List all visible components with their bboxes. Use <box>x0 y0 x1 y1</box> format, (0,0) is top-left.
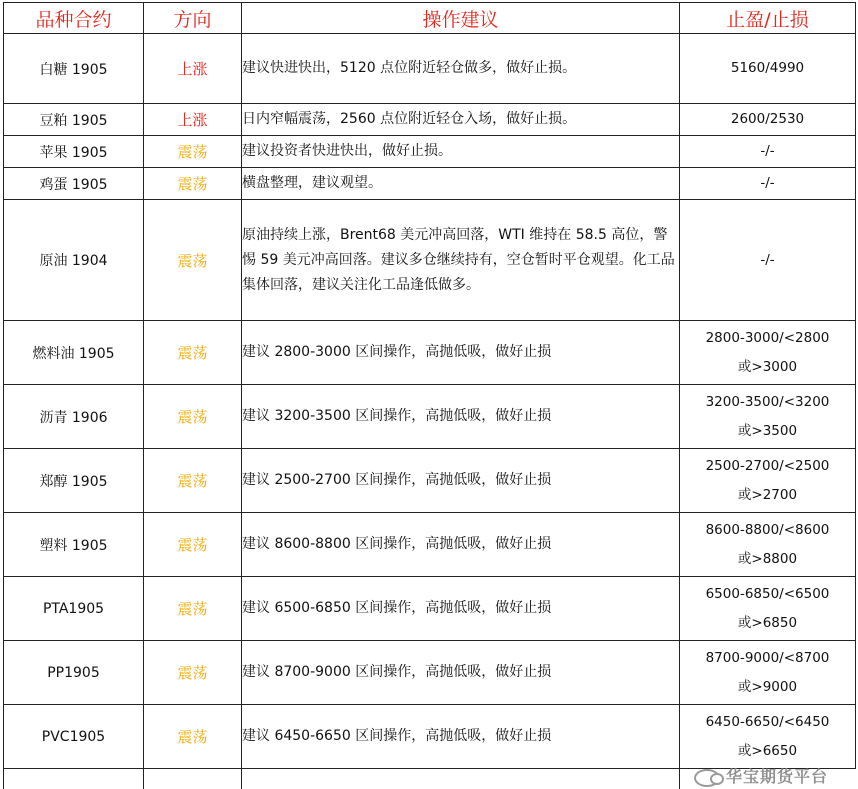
table-row <box>4 449 856 513</box>
wechat-icon <box>694 769 720 787</box>
contract-cell: 豆粕 1905 <box>4 104 144 136</box>
stop-cell <box>680 168 856 200</box>
stop-value: 或>3000 <box>737 358 798 375</box>
stop-value: 2500-2700/<2500 <box>705 457 830 474</box>
contract-cell: PTA1905 <box>4 577 144 641</box>
contract-cell: 塑料 1905 <box>4 513 144 577</box>
direction-cell: 震荡 <box>144 321 242 385</box>
contract-cell: 白糖 1905 <box>4 34 144 104</box>
direction-cell: 震荡 <box>144 641 242 705</box>
advice-cell: 建议 8600-8800 区间操作，高抛低吸，做好止损 <box>242 513 680 577</box>
advice-cell: 建议快进快出，5120 点位附近轻仓做多，做好止损。 <box>242 34 680 104</box>
stop-cell <box>680 449 856 513</box>
stop-value: 6450-6650/<6450 <box>705 713 830 730</box>
header-stop: 止盈/止损 <box>680 3 856 34</box>
direction-cell: 震荡 <box>144 705 242 769</box>
table-row <box>4 513 856 577</box>
table-row <box>4 705 856 769</box>
direction-cell: 震荡 <box>144 449 242 513</box>
stop-value: 2800-3000/<2800 <box>705 329 830 346</box>
watermark-text: 华宝期货平台 <box>725 767 828 786</box>
stop-cell <box>680 321 856 385</box>
advice-cell: 建议 2800-3000 区间操作，高抛低吸，做好止损 <box>242 321 680 385</box>
stop-value: 8700-9000/<8700 <box>705 649 830 666</box>
stop-cell <box>680 136 856 168</box>
advice-cell: 建议 2500-2700 区间操作，高抛低吸，做好止损 <box>242 449 680 513</box>
watermark <box>694 764 828 787</box>
header-advice: 操作建议 <box>242 3 680 34</box>
header-direction: 方向 <box>144 3 242 34</box>
stop-value: -/- <box>760 175 775 191</box>
table-row <box>4 321 856 385</box>
stop-cell <box>680 385 856 449</box>
header-contract: 品种合约 <box>4 3 144 34</box>
advice-cell: 横盘整理，建议观望。 <box>242 168 680 200</box>
stop-cell <box>680 104 856 136</box>
stop-value: 或>3500 <box>737 422 798 439</box>
contract-cell: PP1905 <box>4 641 144 705</box>
stop-cell <box>680 34 856 104</box>
contract-cell: 郑醇 1905 <box>4 449 144 513</box>
empty-cell <box>144 769 242 789</box>
empty-cell <box>242 769 680 789</box>
table-row <box>4 200 856 321</box>
header-row <box>4 3 856 34</box>
table-row <box>4 385 856 449</box>
empty-cell <box>4 769 144 789</box>
table-row <box>4 34 856 104</box>
table-row <box>4 168 856 200</box>
trading-advice-table <box>3 2 856 789</box>
stop-value: 或>2700 <box>737 486 798 503</box>
table-row <box>4 104 856 136</box>
advice-cell: 建议 6500-6850 区间操作，高抛低吸，做好止损 <box>242 577 680 641</box>
advice-cell: 建议 8700-9000 区间操作，高抛低吸，做好止损 <box>242 641 680 705</box>
direction-cell: 震荡 <box>144 200 242 321</box>
advice-cell: 建议投资者快进快出，做好止损。 <box>242 136 680 168</box>
advice-cell: 建议 6450-6650 区间操作，高抛低吸，做好止损 <box>242 705 680 769</box>
table-row <box>4 641 856 705</box>
stop-cell <box>680 641 856 705</box>
stop-value: 8600-8800/<8600 <box>705 521 830 538</box>
stop-cell <box>680 577 856 641</box>
direction-cell: 上涨 <box>144 104 242 136</box>
direction-cell: 震荡 <box>144 168 242 200</box>
stop-cell <box>680 200 856 321</box>
stop-value: 6500-6850/<6500 <box>705 585 830 602</box>
stop-cell <box>680 513 856 577</box>
stop-value: 或>6850 <box>737 614 798 631</box>
advice-cell: 原油持续上涨，Brent68 美元冲高回落，WTI 维持在 58.5 高位，警惕 59 美元冲高回落。建议多仓继续持有，空仓暂时平仓观望。化工品集体回落，建议关注化工品逢低做多。 <box>242 200 680 321</box>
direction-cell: 震荡 <box>144 385 242 449</box>
table-body <box>4 34 856 789</box>
direction-cell: 震荡 <box>144 577 242 641</box>
contract-cell: 沥青 1906 <box>4 385 144 449</box>
stop-value: 或>6650 <box>737 742 798 759</box>
contract-cell: 苹果 1905 <box>4 136 144 168</box>
stop-value: -/- <box>760 251 775 268</box>
direction-cell: 震荡 <box>144 513 242 577</box>
direction-cell: 震荡 <box>144 136 242 168</box>
stop-value: -/- <box>760 143 775 159</box>
contract-cell: 原油 1904 <box>4 200 144 321</box>
contract-cell: 鸡蛋 1905 <box>4 168 144 200</box>
table-row <box>4 577 856 641</box>
stop-value: 2600/2530 <box>730 111 805 127</box>
table-row <box>4 136 856 168</box>
advice-cell: 建议 3200-3500 区间操作，高抛低吸，做好止损 <box>242 385 680 449</box>
stop-value: 5160/4990 <box>730 60 805 76</box>
stop-value: 或>8800 <box>737 550 798 567</box>
contract-cell: 燃料油 1905 <box>4 321 144 385</box>
stop-cell <box>680 705 856 769</box>
stop-value: 或>9000 <box>737 678 798 695</box>
advice-cell: 日内窄幅震荡，2560 点位附近轻仓入场，做好止损。 <box>242 104 680 136</box>
stop-value: 3200-3500/<3200 <box>705 393 830 410</box>
contract-cell: PVC1905 <box>4 705 144 769</box>
direction-cell: 上涨 <box>144 34 242 104</box>
